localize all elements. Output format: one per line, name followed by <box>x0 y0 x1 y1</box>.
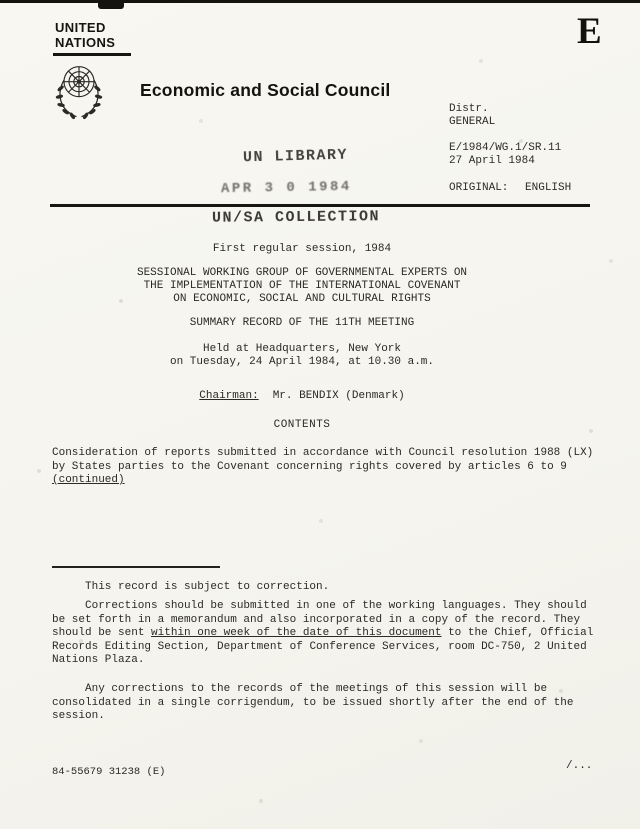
document-symbol: E/1984/WG.1/SR.11 <box>449 142 562 154</box>
header-rule <box>50 204 590 207</box>
record-title: SUMMARY RECORD OF THE 11TH MEETING <box>189 317 415 329</box>
footnote-para2-deadline: within one week of the date of this document <box>151 627 442 639</box>
working-group-line1: SESSIONAL WORKING GROUP OF GOVERNMENTAL EXPERTS ON <box>136 267 468 279</box>
date-stamp: APR 3 0 1984 <box>220 178 352 198</box>
meeting-venue <box>52 343 552 369</box>
footnote-para2-text-end: to the Chief, Official Records Editing Section, Department of Conference Services, room DC-750, 2 United Nations Plaza. <box>52 627 594 666</box>
org-name <box>55 20 115 50</box>
document-date: 27 April 1984 <box>449 154 535 167</box>
distribution-value: GENERAL <box>449 115 496 128</box>
contents-heading: CONTENTS <box>273 419 331 431</box>
contents-continued-marker: (continued) <box>52 474 125 486</box>
original-label: ORIGINAL: <box>449 182 509 194</box>
footnote-para2-text: Corrections should be submitted in one of the working languages. They should be set forth in a memorandum and also incorporated in a copy of the record. They should be sent <box>52 600 587 639</box>
contents-item-text: Consideration of reports submitted in accordance with Council resolution 1988 (LX) by States parties to the Covenant concerning rights covered by articles 6 to 9 <box>52 447 594 473</box>
venue-line1: Held at Headquarters, New York <box>202 343 402 355</box>
working-group-line2: THE IMPLEMENTATION OF THE INTERNATIONAL COVENANT <box>143 280 461 292</box>
collection-stamp: UN/SA COLLECTION <box>211 208 381 227</box>
footnote-para2 <box>52 600 600 668</box>
scan-edge-artifact <box>0 0 640 3</box>
footnote-para1: This record is subject to correction. <box>85 581 330 593</box>
footnote-rule <box>52 566 220 568</box>
org-name-line2: NATIONS <box>55 35 116 50</box>
original-value: ENGLISH <box>525 182 572 194</box>
distribution-block <box>449 103 571 195</box>
chairman-line <box>52 390 552 403</box>
continuation-mark: /... <box>566 760 593 772</box>
original-language <box>449 182 571 195</box>
org-name-line1: UNITED <box>55 20 106 35</box>
venue-line2: on Tuesday, 24 April 1984, at 10.30 a.m. <box>169 356 435 368</box>
chairman-name: Mr. BENDIX (Denmark) <box>272 390 405 402</box>
session-title: First regular session, 1984 <box>212 243 392 255</box>
distribution-label: Distr. <box>449 103 489 115</box>
working-group-heading <box>52 267 552 306</box>
un-emblem-icon <box>54 58 104 132</box>
contents-item <box>52 447 600 488</box>
council-title: Economic and Social Council <box>140 80 391 100</box>
job-number: 84-55679 31238 (E) <box>52 766 166 778</box>
org-name-rule <box>53 53 131 56</box>
library-stamp: UN LIBRARY <box>242 146 349 167</box>
scan-noise <box>0 0 2 2</box>
scan-mark-artifact <box>98 0 124 9</box>
working-group-line3: ON ECONOMIC, SOCIAL AND CULTURAL RIGHTS <box>173 293 431 305</box>
chairman-label: Chairman: <box>199 390 259 402</box>
document-series-letter: E <box>577 11 602 52</box>
footnote-para3: Any corrections to the records of the meetings of this session will be consolidated in a single corrigendum, to be issued shortly after the end of the session. <box>52 683 574 722</box>
